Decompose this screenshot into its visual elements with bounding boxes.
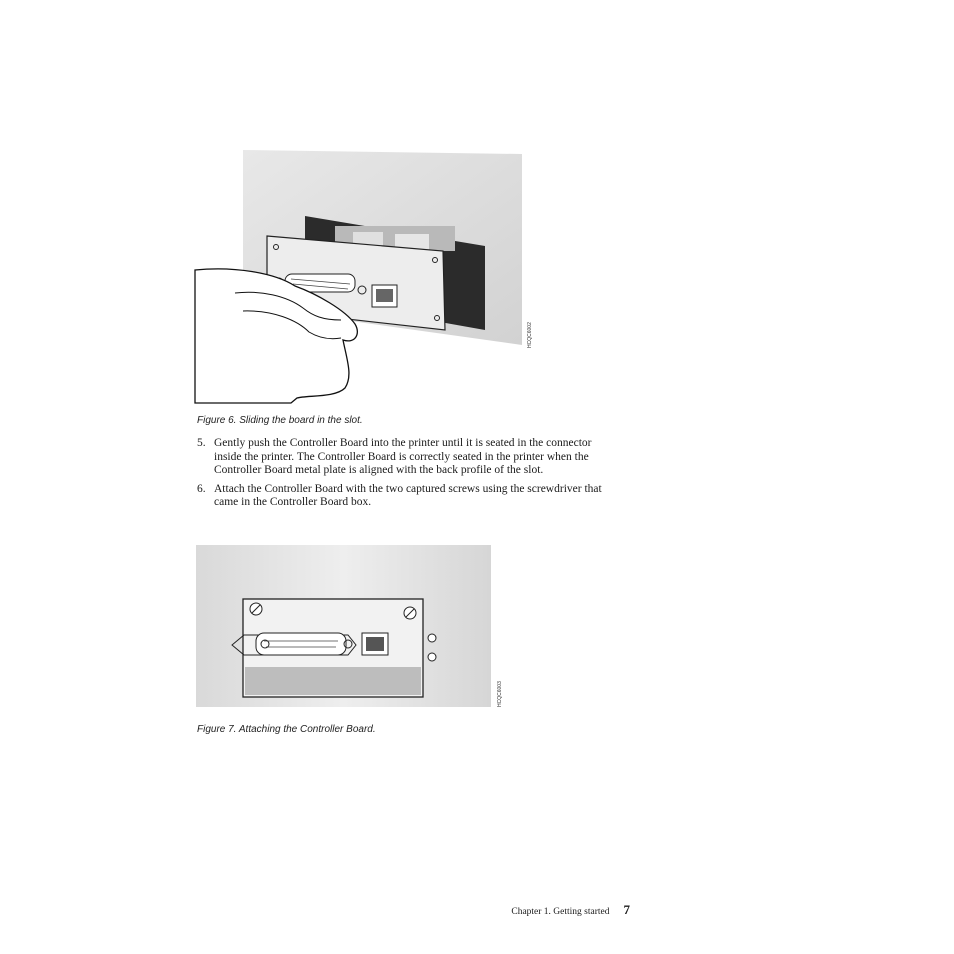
- figure-6-illustration: [195, 148, 535, 403]
- figure-6-caption: Figure 6. Sliding the board in the slot.: [197, 415, 363, 426]
- step-6-number: 6.: [197, 482, 206, 495]
- step-5-number: 5.: [197, 437, 206, 449]
- instruction-steps: [197, 437, 617, 515]
- figure-7-illustration: [196, 545, 503, 711]
- step-5: [197, 437, 617, 478]
- page-number: 7: [623, 902, 630, 917]
- figure-7-caption: Figure 7. Attaching the Controller Board.: [197, 724, 376, 735]
- step-6-text: Attach the Controller Board with the two captured screws using the screwdriver that came in the Controller Board box.: [214, 482, 602, 508]
- figure-6-id-code: HCQC6002: [527, 322, 533, 348]
- page-footer: [470, 901, 630, 919]
- step-6: [197, 483, 617, 510]
- footer-chapter-title: Chapter 1. Getting started: [511, 907, 610, 917]
- step-5-text: Gently push the Controller Board into the printer until it is seated in the connector inside the printer. The Controller Board is correctly seated in the printer when the Controller Board metal plate is aligned with the back profile of the slot.: [214, 437, 592, 476]
- figure-7-id-code: HCQC6003: [497, 681, 503, 707]
